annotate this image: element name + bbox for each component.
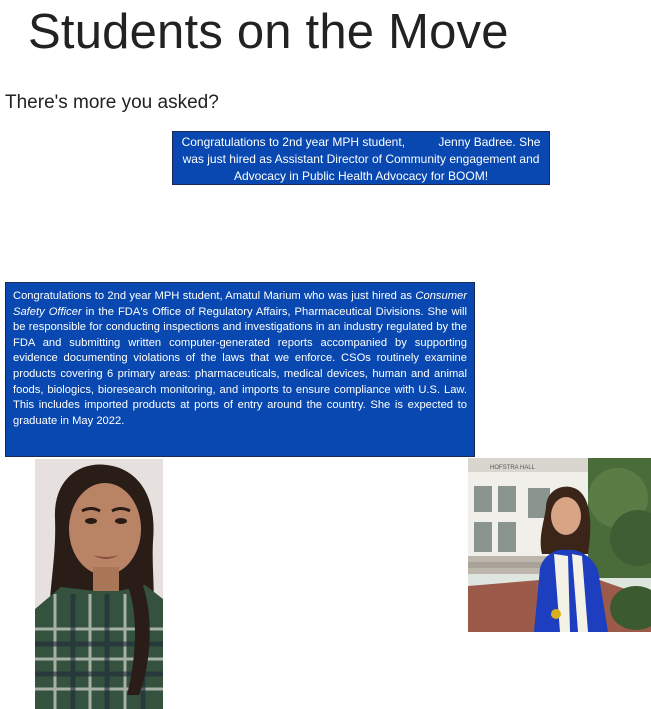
student-graduation-photo (468, 458, 651, 632)
announcement-amatul-body: in the FDA's Office of Regulatory Affairs, Pharmaceutical Divisions. She will be responsible for conducting inspections and investigations in an industry regulated by the FDA and submitting written computer-generated reports accompanied by supporting evidence documenting violations of the laws that we enforce. CSOs routinely examine products covering 6 primary areas: pharmaceuticals, medical devices, human and animal foods, biologics, bioresearch monitoring, and imports to ensure compliance with U.S. Law. This includes imported products at ports of entry around the country. She is expected to graduate in May 2022. (13, 305, 467, 427)
student-portrait-photo (35, 459, 163, 709)
announcement-amatul (5, 282, 475, 457)
page-title: Students on the Move (28, 5, 509, 59)
announcement-jenny (172, 131, 550, 185)
student-graduation-illustration (468, 458, 651, 632)
building-sign: HOFSTRA HALL (490, 465, 536, 471)
student-portrait-illustration (35, 459, 163, 709)
page-subtitle: There's more you asked? (5, 92, 219, 113)
announcement-amatul-role: Consumer Safety Officer (13, 290, 467, 318)
announcement-jenny-text: Congratulations to 2nd year MPH student, Jenny Badree. She was just hired as Assistant Director of Community engagement and Advocacy in Public Health Advocacy for BOOM! (181, 135, 544, 183)
announcement-amatul-intro: Congratulations to 2nd year MPH student, Amatul Marium who was just hired as (13, 290, 416, 302)
